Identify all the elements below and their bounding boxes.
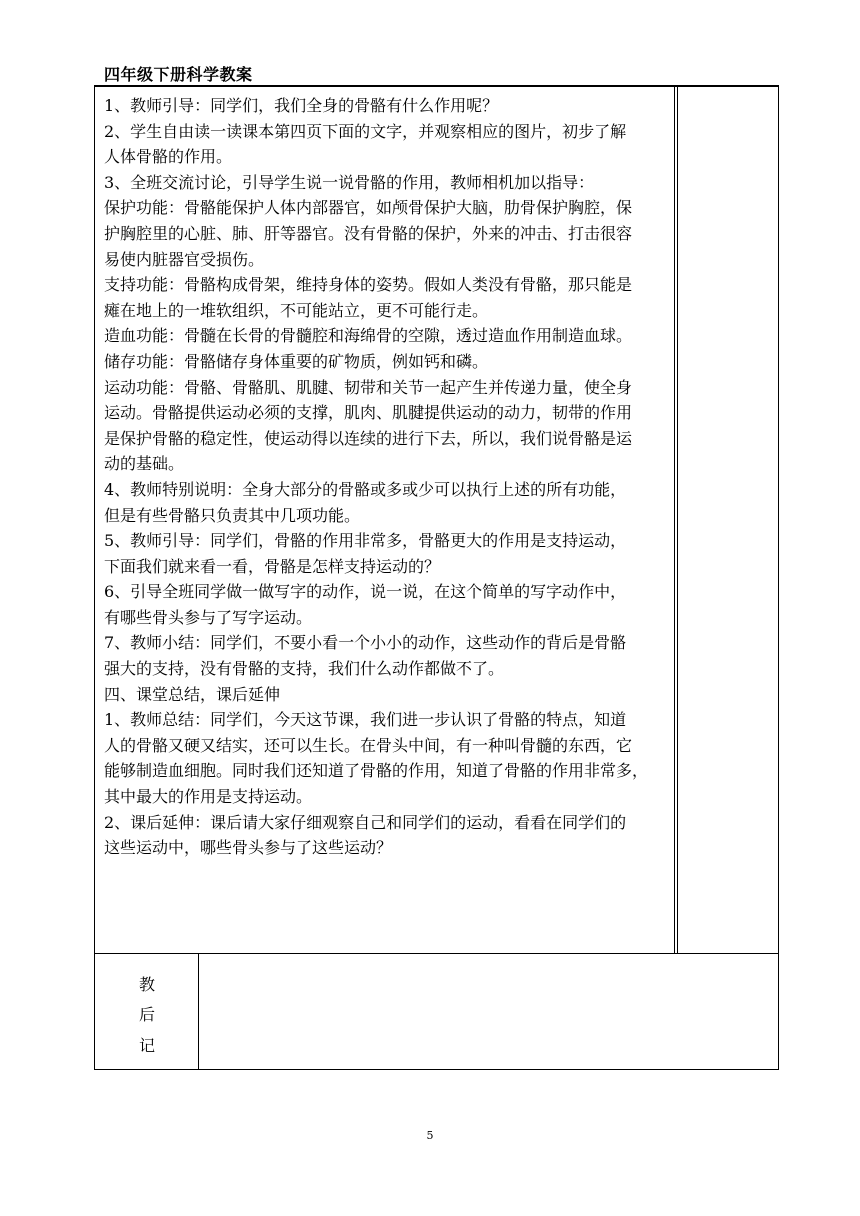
content-line: 储存功能：骨骼储存身体重要的矿物质，例如钙和磷。: [104, 351, 489, 371]
content-line: 造血功能：骨髓在长骨的骨髓腔和海绵骨的空隙，透过造血作用制造血球。: [104, 326, 633, 346]
content-line: 运动。骨骼提供运动必须的支撑，肌肉、肌腱提供运动的动力，韧带的作用: [104, 403, 633, 423]
content-line: 保护功能：骨骼能保护人体内部器官，如颅骨保护大脑，肋骨保护胸腔，保: [104, 198, 633, 218]
reflection-label-cell: [95, 954, 199, 1069]
notes-column-divider: [677, 87, 678, 953]
content-line: 但是有些骨骼只负责其中几项功能。: [104, 505, 361, 525]
reflection-label-char: 教: [139, 975, 156, 994]
content-line: 人的骨骼又硬又结实，还可以生长。在骨头中间，有一种叫骨髓的东西，它: [104, 735, 633, 755]
content-line: 这些运动中，哪些骨头参与了这些运动？: [104, 838, 393, 858]
content-line: 易使内脏器官受损伤。: [104, 249, 265, 269]
content-line: 其中最大的作用是支持运动。: [104, 787, 313, 807]
content-line: 能够制造血细胞。同时我们还知道了骨骼的作用，知道了骨骼的作用非常多，: [104, 761, 649, 781]
page-number: 5: [426, 1129, 434, 1142]
content-line: 是保护骨骼的稳定性，使运动得以连续的进行下去，所以，我们说骨骼是运: [104, 428, 633, 448]
content-line: 支持功能：骨骼构成骨架，维持身体的姿势。假如人类没有骨骼，那只能是: [104, 275, 633, 295]
content-line: 四、课堂总结，课后延伸: [104, 684, 281, 704]
content-line: 4、教师特别说明：全身大部分的骨骼或多或少可以执行上述的所有功能，: [104, 479, 627, 499]
content-line: 7、教师小结：同学们，不要小看一个小小的动作，这些动作的背后是骨骼: [104, 633, 627, 653]
content-line: 2、课后延伸：课后请大家仔细观察自己和同学们的运动，看看在同学们的: [104, 812, 627, 832]
content-line: 2、学生自由读一读课本第四页下面的文字，并观察相应的图片，初步了解: [104, 121, 627, 141]
reflection-notes-cell: [199, 954, 778, 1069]
content-line: 3、全班交流讨论，引导学生说一说骨骼的作用，教师相机加以指导：: [104, 172, 595, 192]
notes-column-cell: [675, 87, 778, 953]
content-line: 有哪些骨头参与了写字运动。: [104, 607, 313, 627]
content-line: 1、教师引导：同学们，我们全身的骨骼有什么作用呢？: [104, 96, 499, 115]
lesson-content-cell: [95, 87, 675, 953]
lesson-table: [94, 87, 779, 1070]
reflection-label-char: 记: [139, 1036, 156, 1055]
content-line: 护胸腔里的心脏、肺、肝等器官。没有骨骼的保护，外来的冲击、打击很容: [104, 223, 633, 243]
content-line: 强大的支持，没有骨骼的支持，我们什么动作都做不了。: [104, 659, 505, 679]
content-line: 5、教师引导：同学们，骨骼的作用非常多，骨骼更大的作用是支持运动，: [104, 531, 627, 551]
page-title: 四年级下册科学教案: [104, 65, 253, 84]
content-line: 1、教师总结：同学们，今天这节课，我们进一步认识了骨骼的特点，知道: [104, 710, 627, 730]
content-line: 动的基础。: [104, 454, 185, 474]
content-line: 6、引导全班同学做一做写字的动作，说一说，在这个简单的写字动作中，: [104, 582, 627, 602]
reflection-label-char: 后: [139, 1005, 156, 1024]
content-line: 瘫在地上的一堆软组织，不可能站立，更不可能行走。: [104, 300, 489, 320]
content-line: 人体骨骼的作用。: [104, 147, 233, 167]
content-line: 下面我们就来看一看，骨骼是怎样支持运动的？: [104, 556, 441, 576]
content-line: 运动功能：骨骼、骨骼肌、肌腱、韧带和关节一起产生并传递力量，使全身: [104, 377, 633, 397]
